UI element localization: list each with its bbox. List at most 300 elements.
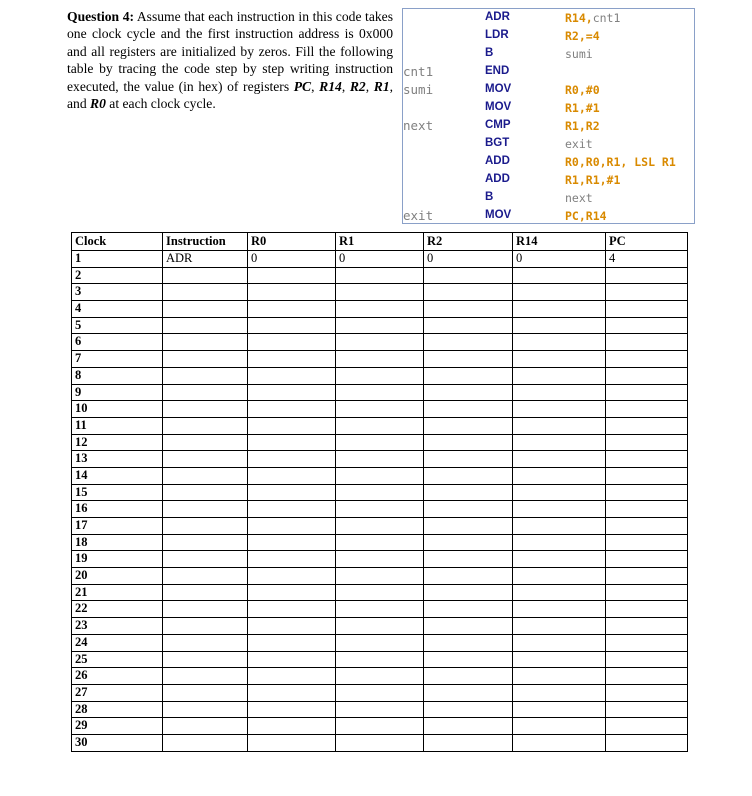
- table-cell[interactable]: [336, 334, 424, 351]
- table-row: [72, 317, 688, 334]
- clock-cell: 1: [72, 251, 163, 268]
- table-cell[interactable]: [513, 601, 606, 618]
- table-cell[interactable]: [248, 367, 336, 384]
- table-cell[interactable]: [336, 284, 424, 301]
- table-cell[interactable]: [163, 618, 248, 635]
- code-opcode: CMP: [485, 119, 511, 131]
- question-end: at each clock cycle.: [105, 96, 216, 112]
- assembly-code-listing: [402, 8, 695, 224]
- column-header: PC: [606, 233, 688, 251]
- clock-cell: 13: [72, 451, 163, 468]
- table-cell[interactable]: [248, 317, 336, 334]
- reg-pc: PC: [293, 78, 312, 94]
- table-cell[interactable]: [606, 734, 688, 751]
- table-cell[interactable]: [163, 417, 248, 434]
- code-opcode: B: [485, 191, 494, 203]
- table-cell[interactable]: [606, 301, 688, 318]
- table-row: [72, 284, 688, 301]
- reg-r0: R0: [90, 96, 106, 112]
- table-row: [72, 384, 688, 401]
- table-cell[interactable]: [163, 401, 248, 418]
- table-cell[interactable]: [248, 467, 336, 484]
- table-cell[interactable]: [424, 451, 513, 468]
- clock-cell: 17: [72, 518, 163, 535]
- table-cell[interactable]: [248, 384, 336, 401]
- clock-cell: 10: [72, 401, 163, 418]
- table-cell[interactable]: [513, 417, 606, 434]
- table-row: [72, 501, 688, 518]
- clock-cell: 2: [72, 267, 163, 284]
- table-cell[interactable]: [248, 301, 336, 318]
- table-cell[interactable]: [513, 401, 606, 418]
- table-cell[interactable]: [248, 668, 336, 685]
- table-cell[interactable]: [513, 618, 606, 635]
- table-cell[interactable]: [336, 301, 424, 318]
- column-header: R1: [336, 233, 424, 251]
- table-cell[interactable]: [248, 734, 336, 751]
- table-cell[interactable]: [513, 334, 606, 351]
- operand-part: R14,: [565, 11, 593, 25]
- code-line: [403, 45, 696, 63]
- operand-part: R1,#1: [565, 101, 600, 115]
- clock-cell: 4: [72, 301, 163, 318]
- table-cell[interactable]: [336, 534, 424, 551]
- table-cell[interactable]: [163, 384, 248, 401]
- table-cell[interactable]: [424, 518, 513, 535]
- code-operands: [565, 83, 600, 97]
- operand-part: exit: [565, 137, 593, 151]
- table-cell[interactable]: [336, 317, 424, 334]
- table-cell[interactable]: [513, 467, 606, 484]
- table-cell[interactable]: [424, 534, 513, 551]
- code-operands: [565, 47, 593, 61]
- table-cell[interactable]: [424, 634, 513, 651]
- table-cell[interactable]: [513, 284, 606, 301]
- question-body: Assume that each instruction in this code takes one clock cycle and the first instruction address is 0x000 and all registers are initialized by zeros. Fill the following table by tracing the code step by step writing instruction executed, the value (in hex) of registers: [67, 9, 393, 94]
- table-cell[interactable]: [606, 501, 688, 518]
- clock-cell: 30: [72, 734, 163, 751]
- table-cell[interactable]: [336, 734, 424, 751]
- table-cell[interactable]: [513, 634, 606, 651]
- column-header: R0: [248, 233, 336, 251]
- clock-cell: 11: [72, 417, 163, 434]
- operand-part: next: [565, 191, 593, 205]
- table-cell[interactable]: [424, 301, 513, 318]
- table-cell[interactable]: [163, 651, 248, 668]
- table-cell[interactable]: 0: [248, 251, 336, 268]
- code-operands: [565, 101, 600, 115]
- table-cell[interactable]: [606, 467, 688, 484]
- sep: ,: [341, 78, 350, 94]
- clock-cell: 23: [72, 618, 163, 635]
- table-cell[interactable]: [513, 684, 606, 701]
- question-text: [67, 8, 393, 112]
- table-cell[interactable]: [513, 518, 606, 535]
- table-row: [72, 451, 688, 468]
- table-cell[interactable]: [336, 634, 424, 651]
- table-cell[interactable]: [606, 317, 688, 334]
- table-cell[interactable]: [606, 451, 688, 468]
- table-cell[interactable]: [606, 484, 688, 501]
- table-cell[interactable]: [336, 618, 424, 635]
- table-cell[interactable]: [163, 434, 248, 451]
- table-cell[interactable]: [163, 568, 248, 585]
- table-cell[interactable]: [248, 684, 336, 701]
- table-cell[interactable]: [606, 367, 688, 384]
- table-cell[interactable]: [248, 451, 336, 468]
- table-cell[interactable]: [513, 267, 606, 284]
- table-cell[interactable]: [424, 351, 513, 368]
- table-cell[interactable]: [248, 417, 336, 434]
- table-cell[interactable]: [513, 367, 606, 384]
- table-cell[interactable]: [606, 284, 688, 301]
- table-cell[interactable]: [424, 701, 513, 718]
- clock-cell: 28: [72, 701, 163, 718]
- table-cell[interactable]: [336, 384, 424, 401]
- table-cell[interactable]: [424, 568, 513, 585]
- table-row: [72, 267, 688, 284]
- table-cell[interactable]: [336, 601, 424, 618]
- code-operands: [565, 29, 600, 43]
- clock-cell: 8: [72, 367, 163, 384]
- operand-part: R0,R0,R1, LSL R1: [565, 155, 676, 169]
- code-operands: [565, 11, 620, 25]
- table-row: [72, 734, 688, 751]
- table-cell[interactable]: [163, 284, 248, 301]
- table-cell[interactable]: [606, 701, 688, 718]
- table-cell[interactable]: [248, 618, 336, 635]
- code-opcode: ADR: [485, 11, 510, 23]
- table-cell[interactable]: [606, 568, 688, 585]
- table-cell[interactable]: [513, 568, 606, 585]
- table-row: [72, 401, 688, 418]
- table-row: [72, 334, 688, 351]
- table-cell[interactable]: [606, 684, 688, 701]
- table-cell[interactable]: [606, 634, 688, 651]
- table-cell[interactable]: [163, 601, 248, 618]
- operand-part: R0,#0: [565, 83, 600, 97]
- table-cell[interactable]: [606, 434, 688, 451]
- table-cell[interactable]: [424, 367, 513, 384]
- table-cell[interactable]: [336, 451, 424, 468]
- reg-r1: R1: [373, 78, 390, 94]
- table-cell[interactable]: [606, 351, 688, 368]
- code-operands: [565, 209, 607, 223]
- code-opcode: MOV: [485, 209, 512, 221]
- clock-cell: 25: [72, 651, 163, 668]
- table-row: [72, 718, 688, 735]
- table-row: [72, 367, 688, 384]
- table-cell[interactable]: 4: [606, 251, 688, 268]
- table-cell[interactable]: [606, 534, 688, 551]
- code-operands: [565, 191, 593, 205]
- code-line: [403, 63, 696, 81]
- clock-cell: 7: [72, 351, 163, 368]
- table-cell[interactable]: [248, 551, 336, 568]
- clock-cell: 15: [72, 484, 163, 501]
- code-line: [403, 207, 696, 225]
- table-cell[interactable]: [513, 534, 606, 551]
- table-cell[interactable]: [163, 367, 248, 384]
- table-cell[interactable]: [424, 551, 513, 568]
- table-cell[interactable]: [424, 651, 513, 668]
- table-cell[interactable]: [606, 601, 688, 618]
- table-cell[interactable]: [248, 534, 336, 551]
- table-cell[interactable]: [336, 651, 424, 668]
- table-cell[interactable]: [248, 568, 336, 585]
- table-row: [72, 251, 688, 268]
- sep: ,: [365, 78, 374, 94]
- question-label: Question 4:: [67, 9, 135, 24]
- table-cell[interactable]: 0: [513, 251, 606, 268]
- table-cell[interactable]: ADR: [163, 251, 248, 268]
- code-opcode: LDR: [485, 29, 509, 41]
- clock-cell: 9: [72, 384, 163, 401]
- table-cell[interactable]: [163, 701, 248, 718]
- table-cell[interactable]: [248, 518, 336, 535]
- table-cell[interactable]: [606, 551, 688, 568]
- table-cell[interactable]: 0: [336, 251, 424, 268]
- code-operands: [565, 173, 620, 187]
- table-cell[interactable]: [163, 484, 248, 501]
- table-cell[interactable]: [513, 351, 606, 368]
- clock-cell: 3: [72, 284, 163, 301]
- table-cell[interactable]: [513, 701, 606, 718]
- column-header: R2: [424, 233, 513, 251]
- table-cell[interactable]: [336, 584, 424, 601]
- table-cell[interactable]: [513, 301, 606, 318]
- table-cell[interactable]: [513, 734, 606, 751]
- table-cell[interactable]: [606, 401, 688, 418]
- table-cell[interactable]: [163, 734, 248, 751]
- table-cell[interactable]: [424, 584, 513, 601]
- code-line: [403, 135, 696, 153]
- table-cell[interactable]: [163, 451, 248, 468]
- table-cell[interactable]: [336, 718, 424, 735]
- table-cell[interactable]: [424, 718, 513, 735]
- table-cell[interactable]: [424, 267, 513, 284]
- table-cell[interactable]: [248, 334, 336, 351]
- table-row: [72, 701, 688, 718]
- code-label: next: [403, 118, 434, 133]
- clock-cell: 21: [72, 584, 163, 601]
- table-cell[interactable]: [606, 334, 688, 351]
- table-cell[interactable]: [163, 584, 248, 601]
- table-cell[interactable]: [248, 267, 336, 284]
- table-cell[interactable]: [248, 601, 336, 618]
- clock-cell: 12: [72, 434, 163, 451]
- code-opcode: ADD: [485, 173, 510, 185]
- table-cell[interactable]: [424, 284, 513, 301]
- table-row: [72, 634, 688, 651]
- trace-table: [71, 232, 688, 752]
- table-cell[interactable]: [163, 267, 248, 284]
- table-row: [72, 584, 688, 601]
- table-cell[interactable]: [163, 467, 248, 484]
- table-cell[interactable]: [163, 334, 248, 351]
- table-cell[interactable]: [513, 317, 606, 334]
- table-cell[interactable]: [336, 367, 424, 384]
- code-opcode: B: [485, 47, 494, 59]
- table-cell[interactable]: [336, 551, 424, 568]
- table-cell[interactable]: [424, 501, 513, 518]
- table-cell[interactable]: 0: [424, 251, 513, 268]
- code-opcode: ADD: [485, 155, 510, 167]
- table-cell[interactable]: [336, 568, 424, 585]
- table-cell[interactable]: [248, 651, 336, 668]
- table-cell[interactable]: [163, 501, 248, 518]
- table-row: [72, 351, 688, 368]
- table-cell[interactable]: [606, 651, 688, 668]
- table-cell[interactable]: [424, 401, 513, 418]
- sep: ,: [311, 78, 320, 94]
- table-cell[interactable]: [248, 351, 336, 368]
- table-cell[interactable]: [248, 584, 336, 601]
- column-header: Instruction: [163, 233, 248, 251]
- table-row: [72, 484, 688, 501]
- table-row: [72, 434, 688, 451]
- table-row: [72, 668, 688, 685]
- table-cell[interactable]: [513, 384, 606, 401]
- table-cell[interactable]: [606, 668, 688, 685]
- code-line: [403, 81, 696, 99]
- table-cell[interactable]: [248, 484, 336, 501]
- table-cell[interactable]: [163, 317, 248, 334]
- sep: , and: [67, 78, 394, 112]
- table-cell[interactable]: [336, 484, 424, 501]
- clock-cell: 24: [72, 634, 163, 651]
- code-line: [403, 171, 696, 189]
- table-cell[interactable]: [336, 684, 424, 701]
- table-cell[interactable]: [606, 384, 688, 401]
- table-cell[interactable]: [336, 518, 424, 535]
- table-cell[interactable]: [336, 501, 424, 518]
- table-cell[interactable]: [163, 684, 248, 701]
- table-cell[interactable]: [163, 634, 248, 651]
- clock-cell: 19: [72, 551, 163, 568]
- table-row: [72, 684, 688, 701]
- clock-cell: 18: [72, 534, 163, 551]
- table-cell[interactable]: [513, 718, 606, 735]
- table-cell[interactable]: [248, 284, 336, 301]
- reg-r2: R2: [349, 78, 366, 94]
- table-cell[interactable]: [424, 684, 513, 701]
- clock-cell: 6: [72, 334, 163, 351]
- table-cell[interactable]: [424, 467, 513, 484]
- table-cell[interactable]: [424, 317, 513, 334]
- table-cell[interactable]: [248, 701, 336, 718]
- table-cell[interactable]: [424, 434, 513, 451]
- table-cell[interactable]: [248, 401, 336, 418]
- table-cell[interactable]: [336, 467, 424, 484]
- table-cell[interactable]: [513, 484, 606, 501]
- operand-part: PC,R14: [565, 209, 607, 223]
- code-label: sumi: [403, 82, 434, 97]
- table-cell[interactable]: [424, 334, 513, 351]
- table-row: [72, 568, 688, 585]
- table-cell[interactable]: [163, 718, 248, 735]
- operand-part: R2,=4: [565, 29, 600, 43]
- table-cell[interactable]: [424, 417, 513, 434]
- clock-cell: 5: [72, 317, 163, 334]
- table-cell[interactable]: [336, 267, 424, 284]
- table-row: [72, 467, 688, 484]
- clock-cell: 22: [72, 601, 163, 618]
- table-cell[interactable]: [424, 601, 513, 618]
- operand-part: R1,R1,#1: [565, 173, 621, 187]
- table-cell[interactable]: [424, 734, 513, 751]
- table-cell[interactable]: [606, 417, 688, 434]
- reg-r14: R14: [319, 78, 342, 94]
- table-cell[interactable]: [513, 501, 606, 518]
- table-cell[interactable]: [513, 434, 606, 451]
- table-cell[interactable]: [513, 668, 606, 685]
- table-cell[interactable]: [248, 718, 336, 735]
- table-cell[interactable]: [336, 417, 424, 434]
- code-operands: [565, 137, 593, 151]
- table-cell[interactable]: [163, 668, 248, 685]
- table-row: [72, 417, 688, 434]
- table-cell[interactable]: [336, 701, 424, 718]
- table-cell[interactable]: [606, 267, 688, 284]
- table-cell[interactable]: [336, 668, 424, 685]
- operand-part: R1,R2: [565, 119, 600, 133]
- table-cell[interactable]: [163, 301, 248, 318]
- code-opcode: END: [485, 65, 510, 77]
- table-row: [72, 301, 688, 318]
- code-opcode: BGT: [485, 137, 510, 149]
- code-label: cnt1: [403, 64, 434, 79]
- table-cell[interactable]: [336, 401, 424, 418]
- code-line: [403, 27, 696, 45]
- table-row: [72, 518, 688, 535]
- table-cell[interactable]: [248, 634, 336, 651]
- table-cell[interactable]: [606, 618, 688, 635]
- clock-cell: 26: [72, 668, 163, 685]
- table-cell[interactable]: [336, 351, 424, 368]
- table-row: [72, 618, 688, 635]
- code-line: [403, 99, 696, 117]
- table-cell[interactable]: [248, 501, 336, 518]
- table-cell[interactable]: [163, 351, 248, 368]
- table-cell[interactable]: [513, 551, 606, 568]
- table-cell[interactable]: [424, 384, 513, 401]
- table-cell[interactable]: [606, 718, 688, 735]
- column-header: R14: [513, 233, 606, 251]
- table-cell[interactable]: [336, 434, 424, 451]
- table-row: [72, 601, 688, 618]
- table-cell[interactable]: [513, 584, 606, 601]
- table-cell[interactable]: [424, 618, 513, 635]
- table-cell[interactable]: [163, 534, 248, 551]
- table-cell[interactable]: [248, 434, 336, 451]
- table-cell[interactable]: [163, 518, 248, 535]
- table-cell[interactable]: [424, 668, 513, 685]
- code-line: [403, 117, 696, 135]
- table-cell[interactable]: [513, 651, 606, 668]
- column-header: Clock: [72, 233, 163, 251]
- table-cell[interactable]: [606, 518, 688, 535]
- table-cell[interactable]: [606, 584, 688, 601]
- clock-cell: 29: [72, 718, 163, 735]
- table-cell[interactable]: [163, 551, 248, 568]
- table-row: [72, 534, 688, 551]
- table-row: [72, 651, 688, 668]
- table-cell[interactable]: [513, 451, 606, 468]
- clock-cell: 16: [72, 501, 163, 518]
- table-body: [72, 251, 688, 752]
- table-cell[interactable]: [424, 484, 513, 501]
